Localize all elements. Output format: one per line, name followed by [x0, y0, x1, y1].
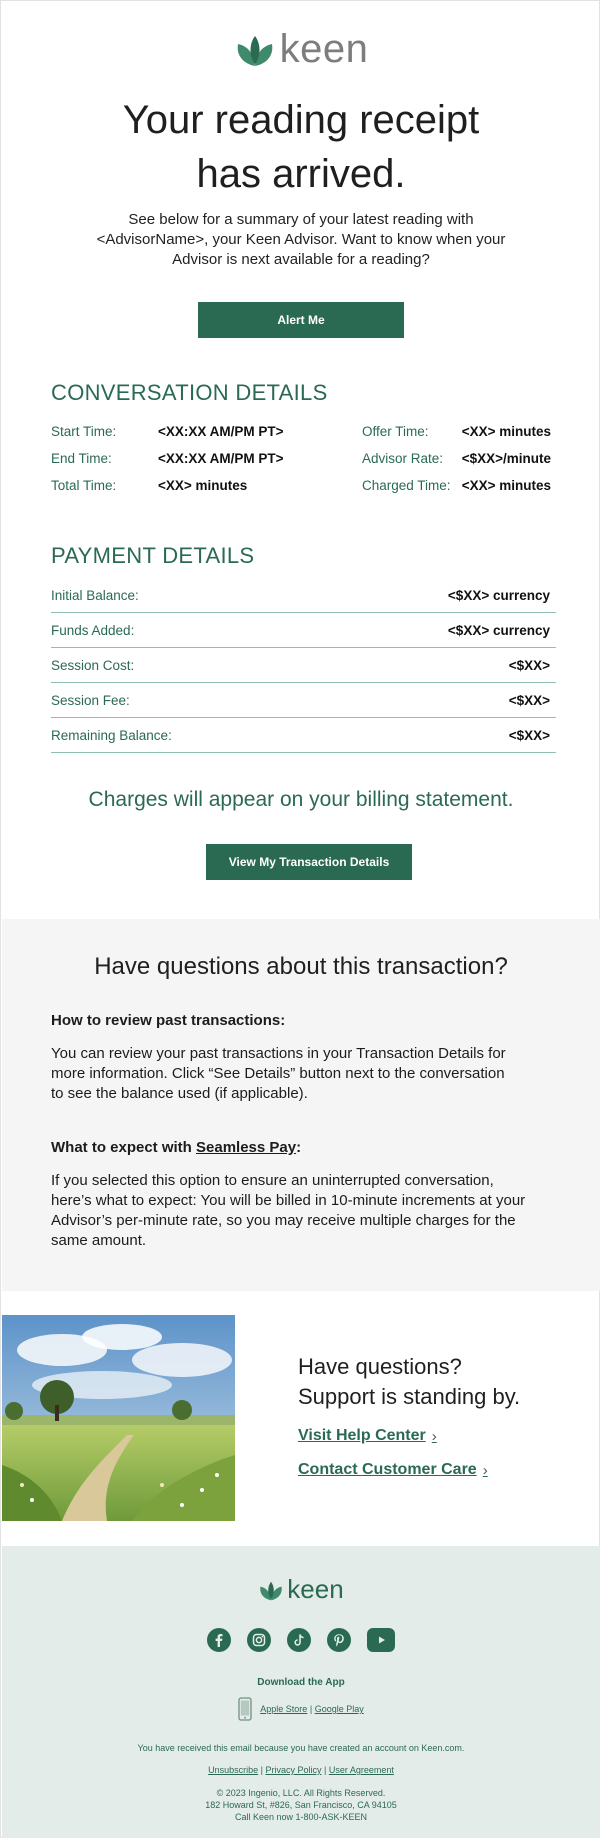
faq-answer — [51, 1171, 531, 1251]
billing-note: Charges will appear on your billing statement. — [88, 788, 514, 811]
funds-added-value: <$XX> currency — [447, 623, 550, 638]
end-time-value: <XX:XX AM/PM PT> — [158, 451, 284, 466]
conversation-row — [51, 451, 551, 478]
session-fee-label: Session Fee: — [51, 693, 130, 708]
alert-me-button[interactable]: Alert Me — [198, 302, 404, 338]
customer-care-label: Contact Customer Care — [298, 1461, 477, 1478]
pinterest-icon[interactable] — [327, 1628, 351, 1652]
charged-time-label: Charged Time: — [362, 478, 451, 493]
tiktok-icon[interactable] — [287, 1628, 311, 1652]
faq-heading-text: What to expect with — [51, 1139, 197, 1156]
initial-balance-label: Initial Balance: — [51, 588, 139, 603]
unsubscribe-link[interactable]: Unsubscribe — [208, 1765, 259, 1775]
subtitle-line: <AdvisorName>, your Keen Advisor. Want to know when your — [96, 231, 506, 248]
conversation-row — [51, 424, 551, 451]
faq-heading-text: : — [296, 1139, 302, 1156]
end-time-label: End Time: — [51, 451, 112, 466]
legal-separator: | — [324, 1765, 327, 1775]
faq-answer-line: here’s what to expect: You will be billed in 10-minute increments at your — [51, 1192, 526, 1209]
faq-question-heading — [51, 1139, 301, 1156]
offer-time-label: Offer Time: — [362, 424, 429, 439]
session-fee-value: <$XX> — [508, 693, 550, 708]
start-time-label: Start Time: — [51, 424, 117, 439]
conversation-details-title: CONVERSATION DETAILS — [51, 380, 328, 405]
phone-text: Call Keen now 1-800-ASK-KEEN — [234, 1812, 368, 1822]
app-store-links — [2, 1697, 600, 1721]
conversation-row — [51, 478, 551, 505]
footer-logo[interactable] — [2, 1574, 600, 1604]
store-separator: | — [309, 1704, 313, 1714]
page-subtitle — [81, 210, 521, 270]
faq-question-heading: How to review past transactions: — [51, 1012, 286, 1029]
seamless-pay-link[interactable]: Seamless Pay — [196, 1139, 297, 1156]
faq-answer-line: Advisor’s per-minute rate, so you may receive multiple charges for the — [51, 1212, 516, 1229]
copyright-text: © 2023 Ingenio, LLC. All Rights Reserved. — [216, 1788, 386, 1798]
faq-answer-line: to see the balance used (if applicable). — [51, 1085, 308, 1102]
legal-separator: | — [260, 1765, 263, 1775]
remaining-balance-value: <$XX> — [508, 728, 550, 743]
apple-store-link[interactable]: Apple Store — [260, 1704, 308, 1714]
faq-section — [2, 919, 600, 1291]
view-transaction-details-button[interactable]: View My Transaction Details — [206, 844, 412, 880]
chevron-right-icon: › — [482, 1461, 488, 1479]
faq-answer-line: same amount. — [51, 1232, 147, 1249]
logo-wordmark: keen — [279, 27, 369, 71]
payment-row — [51, 613, 556, 648]
total-time-value: <XX> minutes — [158, 478, 248, 493]
offer-time-value: <XX> minutes — [461, 424, 551, 439]
privacy-policy-link[interactable]: Privacy Policy — [265, 1765, 322, 1775]
payment-details-title: PAYMENT DETAILS — [51, 543, 255, 568]
page-title-line: has arrived. — [196, 152, 406, 196]
conversation-details-grid — [51, 424, 551, 505]
address-text: 182 Howard St, #826, San Francisco, CA 94105 — [205, 1800, 397, 1810]
footer-logo-wordmark: keen — [287, 1574, 344, 1604]
subtitle-line: See below for a summary of your latest reading with — [128, 211, 474, 228]
payment-row — [51, 648, 556, 683]
download-app-label: Download the App — [257, 1677, 345, 1688]
leaf-logo-icon — [258, 1580, 284, 1602]
user-agreement-link[interactable]: User Agreement — [328, 1765, 394, 1775]
session-cost-label: Session Cost: — [51, 658, 135, 673]
help-center-label: Visit Help Center — [298, 1427, 426, 1444]
faq-answer-line: You can review your past transactions in your Transaction Details for — [51, 1045, 506, 1062]
copyright-block — [2, 1787, 600, 1823]
instagram-icon[interactable] — [247, 1628, 271, 1652]
faq-title: Have questions about this transaction? — [94, 953, 508, 980]
advisor-rate-label: Advisor Rate: — [362, 451, 444, 466]
total-time-label: Total Time: — [51, 478, 117, 493]
social-links — [2, 1628, 600, 1652]
funds-added-label: Funds Added: — [51, 623, 135, 638]
payment-row — [51, 683, 556, 718]
remaining-balance-label: Remaining Balance: — [51, 728, 172, 743]
phone-icon — [238, 1697, 252, 1721]
contact-customer-care-link[interactable] — [298, 1461, 488, 1479]
legal-links — [2, 1765, 600, 1775]
footer — [2, 1546, 600, 1838]
support-title — [298, 1352, 568, 1412]
leaf-logo-icon — [234, 34, 276, 68]
payment-row — [51, 578, 556, 613]
faq-answer — [51, 1044, 531, 1104]
account-notice: You have received this email because you have created an account on Keen.com. — [137, 1743, 465, 1753]
support-title-line: Support is standing by. — [298, 1384, 521, 1409]
support-title-line: Have questions? — [298, 1354, 462, 1379]
page-title — [61, 93, 541, 201]
faq-answer-line: more information. Click “See Details” button next to the conversation — [51, 1065, 505, 1082]
keen-logo[interactable] — [1, 27, 600, 71]
visit-help-center-link[interactable] — [298, 1427, 437, 1445]
charged-time-value: <XX> minutes — [461, 478, 551, 493]
google-play-link[interactable]: Google Play — [314, 1704, 364, 1714]
start-time-value: <XX:XX AM/PM PT> — [158, 424, 284, 439]
chevron-right-icon: › — [431, 1427, 437, 1445]
subtitle-line: Advisor is next available for a reading? — [172, 251, 430, 268]
facebook-icon[interactable] — [207, 1628, 231, 1652]
payment-row — [51, 718, 556, 753]
faq-answer-line: If you selected this option to ensure an uninterrupted conversation, — [51, 1172, 494, 1189]
initial-balance-value: <$XX> currency — [447, 588, 550, 603]
session-cost-value: <$XX> — [508, 658, 550, 673]
advisor-rate-value: <$XX>/minute — [461, 451, 551, 466]
page-title-line: Your reading receipt — [122, 98, 480, 142]
payment-details-list — [51, 578, 556, 753]
youtube-icon[interactable] — [367, 1628, 395, 1652]
meadow-path-image — [2, 1315, 235, 1521]
